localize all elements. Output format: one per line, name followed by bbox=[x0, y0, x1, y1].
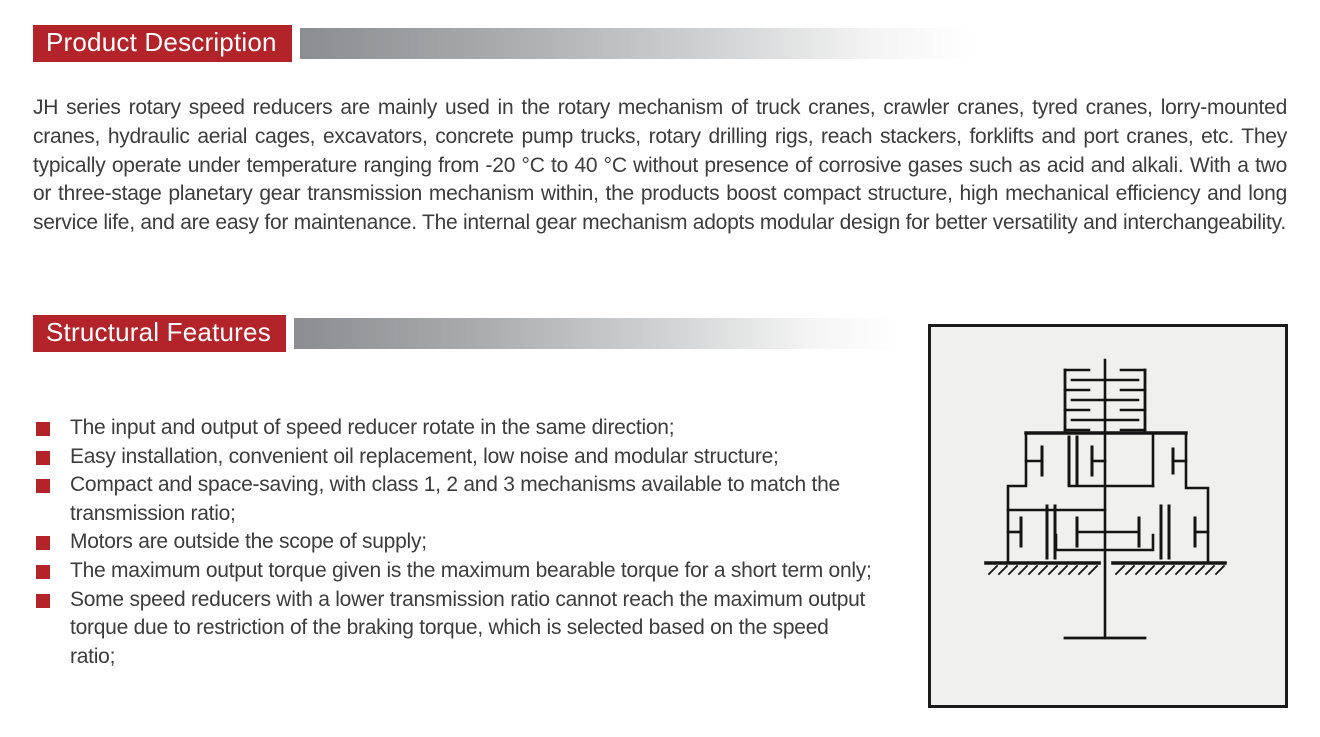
feature-text: The input and output of speed reducer rotate in the same direction; bbox=[70, 416, 675, 439]
feature-text: The maximum output torque given is the maximum bearable torque for a short term only; bbox=[70, 558, 872, 582]
structural-features-title-chip bbox=[33, 315, 286, 352]
product-description-title: Product Description bbox=[46, 27, 277, 57]
red-square-bullet-icon bbox=[36, 451, 50, 465]
red-square-bullet-icon bbox=[36, 536, 50, 550]
planetary-gear-schematic-diagram bbox=[931, 327, 1285, 705]
feature-text: Compact and space-saving, with class 1, 2 and 3 mechanisms available to match the transmission ratio; bbox=[70, 473, 840, 525]
diagram-box bbox=[928, 324, 1288, 708]
feature-item bbox=[33, 586, 878, 672]
header-gradient-bar bbox=[300, 28, 975, 59]
features-list bbox=[33, 414, 878, 671]
feature-item bbox=[33, 443, 878, 472]
product-description-body: JH series rotary speed reducers are mainly used in the rotary mechanism of truck cranes, crawler cranes, tyred cranes, lorry-mounted cranes, hydraulic aerial cages, excavators, concrete pump trucks, rotary drilling rigs, reach stackers, forklifts and port cranes, etc. They typically operate under temperature ranging from -20 °C to 40 °C without presence of corrosive gases such as acid and alkali. With a two or three-stage planetary gear transmission mechanism within, the products boost compact structure, high mechanical efficiency and long service life, and are easy for maintenance. The internal gear mechanism adopts modular design for better versatility and interchangeability. bbox=[33, 96, 1287, 235]
red-square-bullet-icon bbox=[36, 565, 50, 579]
feature-item bbox=[33, 471, 878, 528]
feature-text: Some speed reducers with a lower transmission ratio cannot reach the maximum output torque due to restriction of the braking torque, which is selected based on the speed ratio; bbox=[70, 587, 866, 668]
red-square-bullet-icon bbox=[36, 479, 50, 493]
feature-item bbox=[33, 414, 878, 443]
feature-item bbox=[33, 557, 878, 586]
structural-features-title: Structural Features bbox=[46, 317, 271, 347]
feature-item bbox=[33, 528, 878, 557]
product-description-title-chip bbox=[33, 25, 292, 62]
red-square-bullet-icon bbox=[36, 594, 50, 608]
header-gradient-bar bbox=[294, 318, 900, 349]
product-description-header bbox=[33, 25, 975, 62]
feature-text: Easy installation, convenient oil replacement, low noise and modular structure; bbox=[70, 444, 779, 468]
feature-text: Motors are outside the scope of supply; bbox=[70, 530, 427, 554]
structural-features-header bbox=[33, 315, 900, 352]
red-square-bullet-icon bbox=[36, 422, 50, 436]
